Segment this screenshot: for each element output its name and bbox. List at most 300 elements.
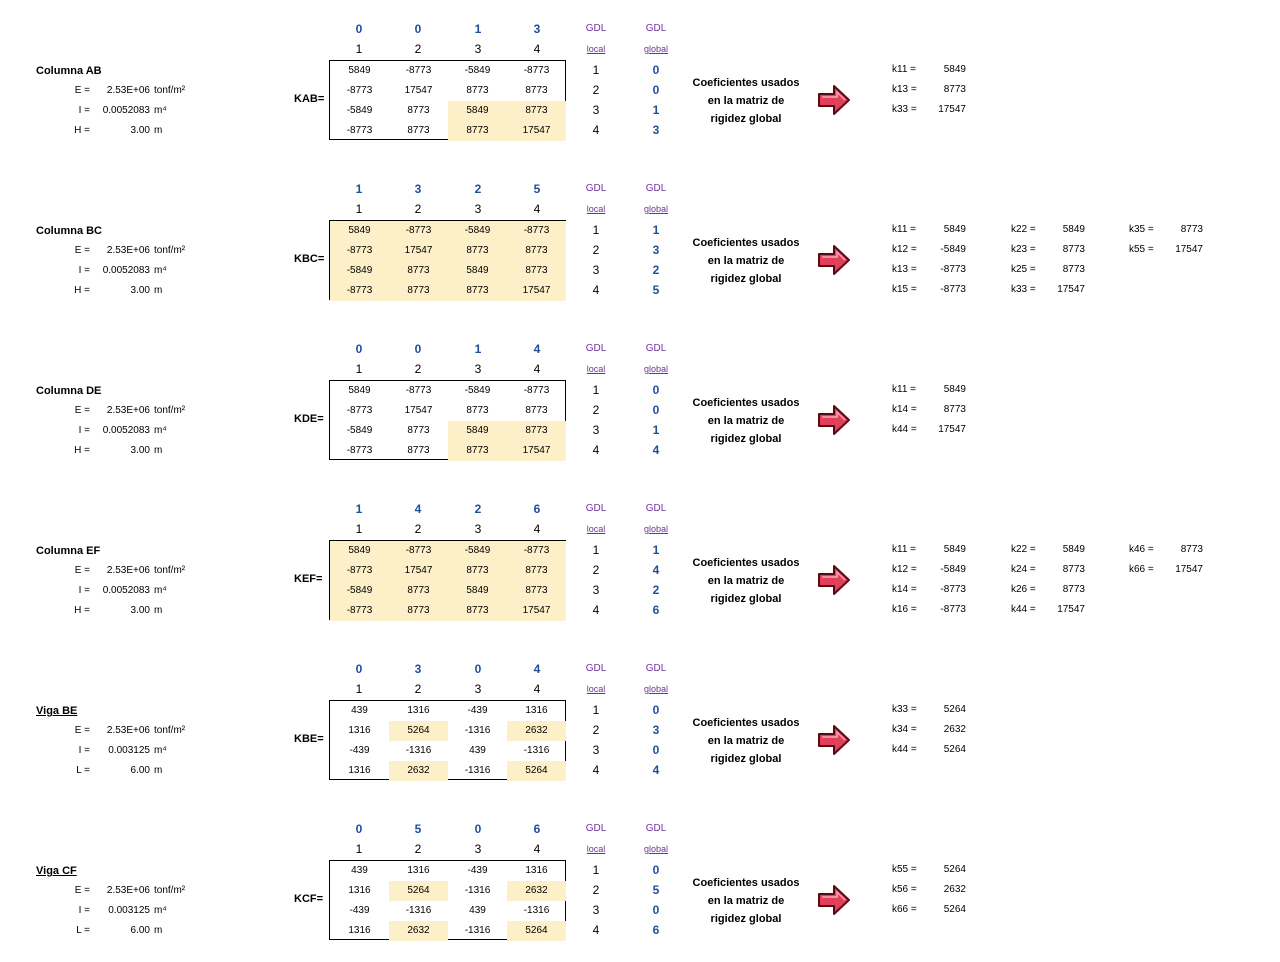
param-unit: m bbox=[154, 285, 163, 296]
coef-value: 2632 bbox=[943, 724, 966, 735]
element-title: Columna AB bbox=[36, 65, 102, 77]
coef-name: k26 = bbox=[1011, 584, 1036, 595]
param-value: 0.003125 bbox=[108, 745, 150, 756]
matrix-cell: -8773 bbox=[346, 445, 373, 456]
param-value: 2.53E+06 bbox=[106, 725, 150, 736]
gdl-global-sublabel: global bbox=[643, 204, 669, 214]
param-label: H = bbox=[74, 285, 90, 296]
local-dof-header: 4 bbox=[533, 42, 541, 56]
matrix-cell: 5849 bbox=[348, 385, 371, 396]
matrix-name: KAB= bbox=[294, 93, 325, 105]
matrix-cell: 8773 bbox=[525, 85, 548, 96]
coef-value: 8773 bbox=[943, 84, 966, 95]
param-unit: tonf/m² bbox=[154, 85, 186, 96]
param-unit: m⁴ bbox=[154, 745, 167, 756]
matrix-cell: -8773 bbox=[346, 125, 373, 136]
matrix-cell: -5849 bbox=[448, 221, 507, 241]
coef-label bbox=[686, 234, 806, 288]
coef-name: k12 = bbox=[892, 244, 917, 255]
matrix-cell: 8773 bbox=[448, 441, 507, 461]
param-value: 0.0052083 bbox=[102, 425, 150, 436]
local-dof-header: 2 bbox=[414, 522, 422, 536]
local-dof-header: 3 bbox=[474, 362, 482, 376]
global-dof: 1 bbox=[652, 103, 660, 117]
local-dof: 1 bbox=[592, 383, 600, 397]
param-unit: m bbox=[154, 765, 163, 776]
matrix-cell: 8773 bbox=[448, 241, 507, 261]
local-dof: 4 bbox=[592, 443, 600, 457]
matrix-cell: 439 bbox=[469, 905, 486, 916]
coef-label-line: Coeficientes usados bbox=[692, 557, 800, 569]
matrix-cell: 439 bbox=[351, 705, 368, 716]
local-dof: 3 bbox=[592, 743, 600, 757]
param-label: L = bbox=[76, 765, 90, 776]
local-dof-header: 4 bbox=[533, 362, 541, 376]
param-label: E = bbox=[74, 725, 90, 736]
global-dof-header: 6 bbox=[533, 822, 541, 836]
matrix-cell: 17547 bbox=[389, 241, 448, 261]
coef-value: 5264 bbox=[943, 704, 966, 715]
right-arrow-icon bbox=[816, 82, 852, 118]
coef-label-line: en la matriz de bbox=[707, 95, 785, 107]
local-dof-header: 2 bbox=[414, 682, 422, 696]
matrix-cell: 17547 bbox=[404, 85, 433, 96]
global-dof: 1 bbox=[652, 423, 660, 437]
param-label: L = bbox=[76, 925, 90, 936]
local-dof: 1 bbox=[592, 703, 600, 717]
coef-label bbox=[686, 874, 806, 928]
param-unit: tonf/m² bbox=[154, 405, 186, 416]
param-unit: m bbox=[154, 605, 163, 616]
local-dof-header: 2 bbox=[414, 202, 422, 216]
param-value: 2.53E+06 bbox=[106, 245, 150, 256]
local-dof: 3 bbox=[592, 903, 600, 917]
coef-name: k55 = bbox=[892, 864, 917, 875]
gdl-global-sublabel: global bbox=[643, 44, 669, 54]
matrix-cell: 8773 bbox=[507, 581, 566, 601]
global-dof: 0 bbox=[652, 403, 660, 417]
param-value: 2.53E+06 bbox=[106, 85, 150, 96]
matrix-cell: 17547 bbox=[507, 281, 566, 301]
matrix-cell: -8773 bbox=[346, 85, 373, 96]
param-label: I = bbox=[78, 905, 90, 916]
coef-value: 8773 bbox=[943, 404, 966, 415]
global-dof: 6 bbox=[652, 603, 660, 617]
element-block bbox=[0, 640, 1280, 800]
matrix-cell: 8773 bbox=[389, 601, 448, 621]
param-unit: m bbox=[154, 445, 163, 456]
coef-value: 17547 bbox=[938, 424, 966, 435]
coef-name: k44 = bbox=[1011, 604, 1036, 615]
matrix-cell: 1316 bbox=[525, 865, 548, 876]
global-dof-header: 0 bbox=[355, 342, 363, 356]
coef-name: k14 = bbox=[892, 584, 917, 595]
coef-name: k15 = bbox=[892, 284, 917, 295]
coef-label-line: Coeficientes usados bbox=[692, 237, 800, 249]
matrix-cell: 8773 bbox=[407, 425, 430, 436]
gdl-global-header: GDL bbox=[645, 503, 667, 514]
param-value: 3.00 bbox=[130, 605, 150, 616]
global-dof-header: 4 bbox=[533, 342, 541, 356]
local-dof: 3 bbox=[592, 103, 600, 117]
matrix-cell: -8773 bbox=[507, 221, 566, 241]
param-value: 6.00 bbox=[130, 765, 150, 776]
coef-name: k35 = bbox=[1129, 224, 1154, 235]
coef-value: 8773 bbox=[1062, 584, 1085, 595]
param-label: E = bbox=[74, 565, 90, 576]
coef-name: k66 = bbox=[892, 904, 917, 915]
coef-label bbox=[686, 714, 806, 768]
param-label: I = bbox=[78, 425, 90, 436]
param-value: 2.53E+06 bbox=[106, 565, 150, 576]
coef-name: k44 = bbox=[892, 744, 917, 755]
param-unit: m bbox=[154, 125, 163, 136]
matrix-cell: 17547 bbox=[507, 601, 566, 621]
coef-name: k46 = bbox=[1129, 544, 1154, 555]
local-dof-header: 1 bbox=[355, 682, 363, 696]
coef-label-line: en la matriz de bbox=[707, 255, 785, 267]
gdl-local-sublabel: local bbox=[586, 204, 606, 214]
matrix-cell: -5849 bbox=[346, 425, 373, 436]
local-dof-header: 1 bbox=[355, 42, 363, 56]
local-dof-header: 1 bbox=[355, 362, 363, 376]
local-dof: 4 bbox=[592, 603, 600, 617]
matrix-cell: -8773 bbox=[389, 221, 448, 241]
right-arrow-icon bbox=[816, 722, 852, 758]
global-dof-header: 0 bbox=[474, 662, 482, 676]
stiffness-matrix bbox=[329, 860, 566, 940]
global-dof-header: 4 bbox=[414, 502, 422, 516]
global-dof-header: 4 bbox=[533, 662, 541, 676]
matrix-cell: -8773 bbox=[405, 385, 432, 396]
global-dof: 0 bbox=[652, 83, 660, 97]
matrix-cell: 2632 bbox=[389, 761, 448, 781]
param-value: 2.53E+06 bbox=[106, 405, 150, 416]
matrix-cell: -1316 bbox=[464, 925, 491, 936]
coef-label-line: rigidez global bbox=[710, 113, 782, 125]
matrix-cell: -1316 bbox=[405, 905, 432, 916]
global-dof-header: 3 bbox=[533, 22, 541, 36]
matrix-cell: 2632 bbox=[507, 721, 566, 741]
gdl-local-sublabel: local bbox=[586, 364, 606, 374]
local-dof-header: 4 bbox=[533, 522, 541, 536]
param-label: E = bbox=[74, 885, 90, 896]
local-dof-header: 1 bbox=[355, 202, 363, 216]
matrix-cell: 1316 bbox=[348, 725, 371, 736]
local-dof-header: 3 bbox=[474, 42, 482, 56]
matrix-cell: -1316 bbox=[464, 725, 491, 736]
matrix-cell: -5849 bbox=[330, 581, 389, 601]
global-dof: 0 bbox=[652, 863, 660, 877]
element-title: Viga CF bbox=[36, 865, 77, 877]
coef-name: k33 = bbox=[1011, 284, 1036, 295]
gdl-local-sublabel: local bbox=[586, 844, 606, 854]
gdl-global-header: GDL bbox=[645, 183, 667, 194]
coef-label-line: rigidez global bbox=[710, 753, 782, 765]
global-dof-header: 1 bbox=[355, 182, 363, 196]
param-label: H = bbox=[74, 125, 90, 136]
coef-label bbox=[686, 554, 806, 608]
matrix-cell: 1316 bbox=[407, 865, 430, 876]
gdl-global-sublabel: global bbox=[643, 844, 669, 854]
element-block bbox=[0, 0, 1280, 160]
local-dof: 3 bbox=[592, 423, 600, 437]
param-unit: tonf/m² bbox=[154, 885, 186, 896]
matrix-cell: -8773 bbox=[330, 601, 389, 621]
gdl-local-sublabel: local bbox=[586, 44, 606, 54]
gdl-local-header: GDL bbox=[585, 343, 607, 354]
matrix-name: KCF= bbox=[294, 893, 324, 905]
coef-name: k55 = bbox=[1129, 244, 1154, 255]
coef-label-line: en la matriz de bbox=[707, 415, 785, 427]
coef-name: k11 = bbox=[892, 544, 916, 555]
global-dof-header: 2 bbox=[474, 502, 482, 516]
matrix-cell: 5264 bbox=[507, 921, 566, 941]
matrix-cell: -8773 bbox=[389, 541, 448, 561]
param-value: 3.00 bbox=[130, 285, 150, 296]
param-unit: m⁴ bbox=[154, 265, 167, 276]
global-dof: 2 bbox=[652, 583, 660, 597]
matrix-cell: -439 bbox=[467, 865, 488, 876]
matrix-cell: 8773 bbox=[525, 405, 548, 416]
coef-name: k16 = bbox=[892, 604, 917, 615]
matrix-cell: 5849 bbox=[330, 221, 389, 241]
global-dof: 1 bbox=[652, 223, 660, 237]
matrix-cell: 17547 bbox=[507, 441, 566, 461]
matrix-cell: 5849 bbox=[448, 421, 507, 441]
matrix-cell: 2632 bbox=[389, 921, 448, 941]
param-label: H = bbox=[74, 445, 90, 456]
gdl-global-header: GDL bbox=[645, 663, 667, 674]
local-dof: 2 bbox=[592, 403, 600, 417]
element-title: Viga BE bbox=[36, 705, 78, 717]
local-dof: 3 bbox=[592, 263, 600, 277]
coef-name: k56 = bbox=[892, 884, 917, 895]
local-dof-header: 1 bbox=[355, 842, 363, 856]
param-value: 6.00 bbox=[130, 925, 150, 936]
coef-name: k44 = bbox=[892, 424, 917, 435]
matrix-cell: -439 bbox=[467, 705, 488, 716]
matrix-cell: -5849 bbox=[464, 65, 491, 76]
matrix-cell: 5849 bbox=[448, 101, 507, 121]
matrix-cell: -8773 bbox=[507, 541, 566, 561]
param-unit: m⁴ bbox=[154, 425, 167, 436]
param-label: I = bbox=[78, 105, 90, 116]
local-dof: 2 bbox=[592, 563, 600, 577]
param-label: E = bbox=[74, 85, 90, 96]
param-value: 2.53E+06 bbox=[106, 885, 150, 896]
param-unit: tonf/m² bbox=[154, 565, 186, 576]
coef-name: k22 = bbox=[1011, 544, 1036, 555]
coef-label-line: Coeficientes usados bbox=[692, 717, 800, 729]
coef-name: k24 = bbox=[1011, 564, 1036, 575]
global-dof: 6 bbox=[652, 923, 660, 937]
matrix-cell: 8773 bbox=[507, 241, 566, 261]
global-dof: 3 bbox=[652, 243, 660, 257]
coef-value: -8773 bbox=[940, 264, 966, 275]
matrix-cell: 8773 bbox=[448, 281, 507, 301]
matrix-name: KEF= bbox=[294, 573, 323, 585]
matrix-cell: -1316 bbox=[405, 745, 432, 756]
gdl-global-sublabel: global bbox=[643, 684, 669, 694]
local-dof-header: 4 bbox=[533, 842, 541, 856]
matrix-cell: 2632 bbox=[507, 881, 566, 901]
param-value: 0.0052083 bbox=[102, 105, 150, 116]
matrix-cell: 17547 bbox=[507, 121, 566, 141]
right-arrow-icon bbox=[816, 562, 852, 598]
matrix-cell: -5849 bbox=[464, 385, 491, 396]
matrix-cell: 8773 bbox=[407, 445, 430, 456]
coef-name: k22 = bbox=[1011, 224, 1036, 235]
matrix-cell: 5849 bbox=[348, 65, 371, 76]
matrix-cell: -5849 bbox=[448, 541, 507, 561]
gdl-local-sublabel: local bbox=[586, 524, 606, 534]
matrix-cell: 5264 bbox=[507, 761, 566, 781]
global-dof-header: 2 bbox=[474, 182, 482, 196]
local-dof: 4 bbox=[592, 763, 600, 777]
matrix-cell: 8773 bbox=[389, 581, 448, 601]
matrix-cell: 5264 bbox=[389, 721, 448, 741]
global-dof-header: 0 bbox=[414, 22, 422, 36]
coef-value: 8773 bbox=[1062, 564, 1085, 575]
local-dof-header: 3 bbox=[474, 682, 482, 696]
param-label: I = bbox=[78, 745, 90, 756]
matrix-cell: 8773 bbox=[507, 101, 566, 121]
coef-label bbox=[686, 74, 806, 128]
global-dof-header: 5 bbox=[414, 822, 422, 836]
gdl-local-header: GDL bbox=[585, 503, 607, 514]
matrix-cell: 8773 bbox=[389, 281, 448, 301]
global-dof: 5 bbox=[652, 283, 660, 297]
coef-value: 17547 bbox=[1175, 244, 1203, 255]
matrix-cell: 1316 bbox=[407, 705, 430, 716]
coef-name: k12 = bbox=[892, 564, 917, 575]
matrix-cell: -1316 bbox=[523, 905, 550, 916]
matrix-cell: 5264 bbox=[389, 881, 448, 901]
gdl-local-header: GDL bbox=[585, 823, 607, 834]
global-dof: 3 bbox=[652, 123, 660, 137]
matrix-name: KDE= bbox=[294, 413, 324, 425]
matrix-cell: 1316 bbox=[348, 925, 371, 936]
param-label: E = bbox=[74, 245, 90, 256]
param-unit: m⁴ bbox=[154, 585, 167, 596]
param-value: 0.0052083 bbox=[102, 265, 150, 276]
matrix-cell: -8773 bbox=[523, 385, 550, 396]
param-unit: m⁴ bbox=[154, 105, 167, 116]
global-dof: 2 bbox=[652, 263, 660, 277]
coef-value: -8773 bbox=[940, 584, 966, 595]
local-dof: 2 bbox=[592, 723, 600, 737]
matrix-cell: 8773 bbox=[407, 105, 430, 116]
matrix-cell: 1316 bbox=[525, 705, 548, 716]
local-dof: 4 bbox=[592, 283, 600, 297]
global-dof-header: 0 bbox=[355, 22, 363, 36]
coef-name: k25 = bbox=[1011, 264, 1036, 275]
param-label: E = bbox=[74, 405, 90, 416]
global-dof-header: 0 bbox=[355, 822, 363, 836]
coef-value: 5849 bbox=[1062, 224, 1085, 235]
coef-label-line: Coeficientes usados bbox=[692, 77, 800, 89]
coef-value: 5264 bbox=[943, 904, 966, 915]
matrix-cell: 8773 bbox=[448, 121, 507, 141]
element-title: Columna BC bbox=[36, 225, 102, 237]
local-dof-header: 1 bbox=[355, 522, 363, 536]
coef-value: -8773 bbox=[940, 604, 966, 615]
global-dof-header: 6 bbox=[533, 502, 541, 516]
coef-label-line: en la matriz de bbox=[707, 575, 785, 587]
stiffness-matrix bbox=[329, 540, 566, 620]
coef-name: k11 = bbox=[892, 384, 916, 395]
matrix-cell: -1316 bbox=[464, 885, 491, 896]
gdl-global-header: GDL bbox=[645, 23, 667, 34]
coef-value: 5849 bbox=[943, 224, 966, 235]
matrix-cell: 439 bbox=[469, 745, 486, 756]
coef-name: k34 = bbox=[892, 724, 917, 735]
global-dof-header: 1 bbox=[474, 342, 482, 356]
global-dof: 5 bbox=[652, 883, 660, 897]
local-dof: 1 bbox=[592, 63, 600, 77]
coef-value: 8773 bbox=[1180, 224, 1203, 235]
gdl-local-header: GDL bbox=[585, 23, 607, 34]
gdl-local-header: GDL bbox=[585, 183, 607, 194]
matrix-cell: 8773 bbox=[507, 561, 566, 581]
element-block bbox=[0, 320, 1280, 480]
param-unit: tonf/m² bbox=[154, 725, 186, 736]
coef-value: 17547 bbox=[1057, 604, 1085, 615]
matrix-name: KBC= bbox=[294, 253, 325, 265]
matrix-cell: -439 bbox=[349, 905, 370, 916]
coef-label-line: rigidez global bbox=[710, 913, 782, 925]
global-dof: 0 bbox=[652, 903, 660, 917]
matrix-cell: 8773 bbox=[507, 261, 566, 281]
param-label: I = bbox=[78, 265, 90, 276]
coef-name: k11 = bbox=[892, 64, 916, 75]
global-dof-header: 0 bbox=[474, 822, 482, 836]
stiffness-matrix bbox=[329, 700, 566, 780]
matrix-cell: 1316 bbox=[348, 765, 371, 776]
matrix-cell: -8773 bbox=[330, 241, 389, 261]
global-dof-header: 3 bbox=[414, 182, 422, 196]
coef-name: k11 = bbox=[892, 224, 916, 235]
coef-value: 5849 bbox=[943, 384, 966, 395]
local-dof: 2 bbox=[592, 883, 600, 897]
global-dof: 4 bbox=[652, 443, 660, 457]
local-dof: 1 bbox=[592, 223, 600, 237]
coef-name: k13 = bbox=[892, 84, 917, 95]
matrix-cell: -1316 bbox=[523, 745, 550, 756]
global-dof: 0 bbox=[652, 703, 660, 717]
coef-value: -5849 bbox=[940, 244, 966, 255]
matrix-cell: -5849 bbox=[346, 105, 373, 116]
coef-value: 8773 bbox=[1180, 544, 1203, 555]
global-dof-header: 0 bbox=[414, 342, 422, 356]
matrix-name: KBE= bbox=[294, 733, 324, 745]
global-dof-header: 0 bbox=[355, 662, 363, 676]
local-dof-header: 3 bbox=[474, 842, 482, 856]
element-title: Columna EF bbox=[36, 545, 101, 557]
local-dof: 1 bbox=[592, 543, 600, 557]
local-dof: 2 bbox=[592, 243, 600, 257]
gdl-global-sublabel: global bbox=[643, 524, 669, 534]
gdl-global-header: GDL bbox=[645, 343, 667, 354]
matrix-cell: -8773 bbox=[523, 65, 550, 76]
param-unit: m⁴ bbox=[154, 905, 167, 916]
param-unit: tonf/m² bbox=[154, 245, 186, 256]
stiffness-matrix bbox=[329, 220, 566, 300]
matrix-cell: 5849 bbox=[330, 541, 389, 561]
coef-value: 17547 bbox=[1175, 564, 1203, 575]
local-dof-header: 4 bbox=[533, 202, 541, 216]
